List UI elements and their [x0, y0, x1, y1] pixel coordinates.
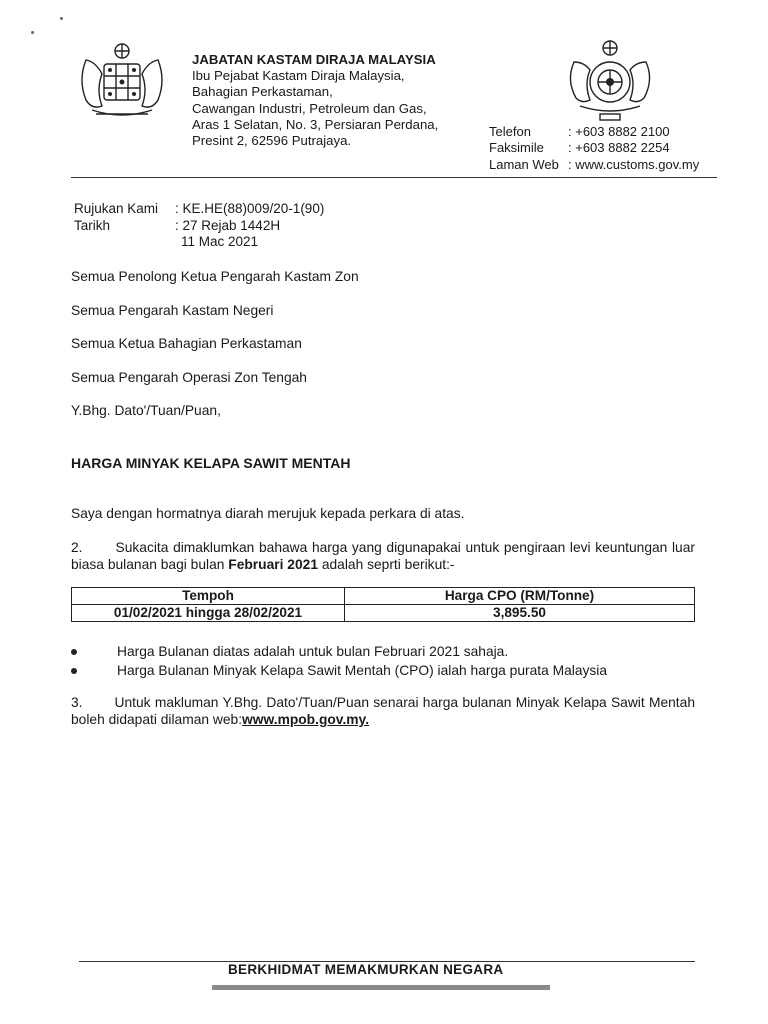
- table-row: [72, 605, 695, 622]
- scan-speck: [31, 31, 34, 34]
- contact-value: : www.customs.gov.my: [568, 156, 700, 172]
- address-line: Presint 2, 62596 Putrajaya.: [192, 133, 352, 149]
- mpob-website-link[interactable]: www.mpob.gov.my.: [242, 712, 370, 727]
- recipient-line: Semua Penolong Ketua Pengarah Kastam Zon: [71, 269, 359, 284]
- contact-row-web: [489, 157, 699, 173]
- reference-block: [74, 201, 324, 251]
- date-gregorian: 11 Mac 2021: [181, 234, 259, 250]
- contact-label: Laman Web: [489, 156, 559, 172]
- recipient-line: Semua Ketua Bahagian Perkastaman: [71, 336, 302, 351]
- paragraph-text: adalah seprti berikut:-: [318, 557, 455, 572]
- contact-value: : +603 8882 2100: [568, 124, 670, 139]
- salutation: Y.Bhg. Dato'/Tuan/Puan,: [71, 403, 221, 418]
- address-line: Bahagian Perkastaman,: [192, 84, 333, 100]
- paragraph-2: [71, 539, 695, 573]
- bullet-list: [71, 642, 607, 680]
- recipient-line: Semua Pengarah Operasi Zon Tengah: [71, 370, 307, 385]
- recipient-line: Semua Pengarah Kastam Negeri: [71, 303, 274, 318]
- coat-of-arms-logo: [72, 40, 172, 122]
- table-cell-price: 3,895.50: [345, 605, 695, 622]
- list-item-text: Harga Bulanan Minyak Kelapa Sawit Mentah (CPO) ialah harga purata Malaysia: [117, 663, 608, 678]
- header-divider: [71, 177, 717, 178]
- reference-number: : KE.HE(88)009/20-1(90): [175, 201, 325, 216]
- paragraph-1: Saya dengan hormatnya diarah merujuk kepada perkara di atas.: [71, 506, 465, 521]
- cpo-price-table: [71, 587, 695, 622]
- table-header-row: [72, 588, 695, 605]
- contact-row-phone: [489, 124, 699, 140]
- bullet-icon: [71, 668, 77, 674]
- contact-value: : +603 8882 2254: [568, 140, 670, 156]
- paragraph-bold-month: Februari 2021: [228, 557, 318, 572]
- customs-emblem-logo: [562, 38, 658, 122]
- paragraph-number: 3.: [71, 695, 83, 710]
- table-header-cell: Harga CPO (RM/Tonne): [345, 588, 695, 605]
- reference-label: Rujukan Kami: [74, 201, 159, 216]
- address-line: Ibu Pejabat Kastam Diraja Malaysia,: [192, 68, 405, 84]
- list-item: [71, 642, 607, 661]
- date-label: Tarikh: [74, 217, 111, 233]
- list-item-text: Harga Bulanan diatas adalah untuk bulan Februari 2021 sahaja.: [117, 644, 509, 659]
- address-line: Cawangan Industri, Petroleum dan Gas,: [192, 100, 427, 116]
- paragraph-3: [71, 694, 695, 728]
- bullet-icon: [71, 649, 77, 655]
- table-cell-period: 01/02/2021 hingga 28/02/2021: [72, 605, 345, 622]
- contact-label: Telefon: [489, 124, 531, 139]
- contact-block: [489, 124, 699, 173]
- subject-heading: HARGA MINYAK KELAPA SAWIT MENTAH: [71, 455, 351, 471]
- list-item: [71, 661, 607, 680]
- table-header-cell: Tempoh: [72, 588, 345, 605]
- paragraph-text: Untuk makluman Y.Bhg. Dato'/Tuan/Puan senarai harga bulanan Minyak Kelapa Sawit Mentah boleh didapati dilaman web:: [71, 695, 695, 727]
- contact-row-fax: [489, 140, 699, 156]
- paragraph-number: 2.: [71, 540, 83, 555]
- footer-motto: BERKHIDMAT MEMAKMURKAN NEGARA: [228, 962, 504, 977]
- address-line: Aras 1 Selatan, No. 3, Persiaran Perdana,: [192, 116, 439, 132]
- paragraph-text: Sukacita dimaklumkan bahawa harga yang digunapakai untuk pengiraan levi keuntungan luar biasa bulanan bagi bulan: [71, 540, 695, 572]
- contact-label: Faksimile: [489, 140, 544, 156]
- letterhead-address-block: [192, 52, 438, 149]
- date-hijri: : 27 Rejab 1442H: [175, 217, 281, 233]
- scan-speck: [60, 17, 63, 20]
- department-name: JABATAN KASTAM DIRAJA MALAYSIA: [192, 52, 436, 67]
- footer-bar: [212, 985, 550, 990]
